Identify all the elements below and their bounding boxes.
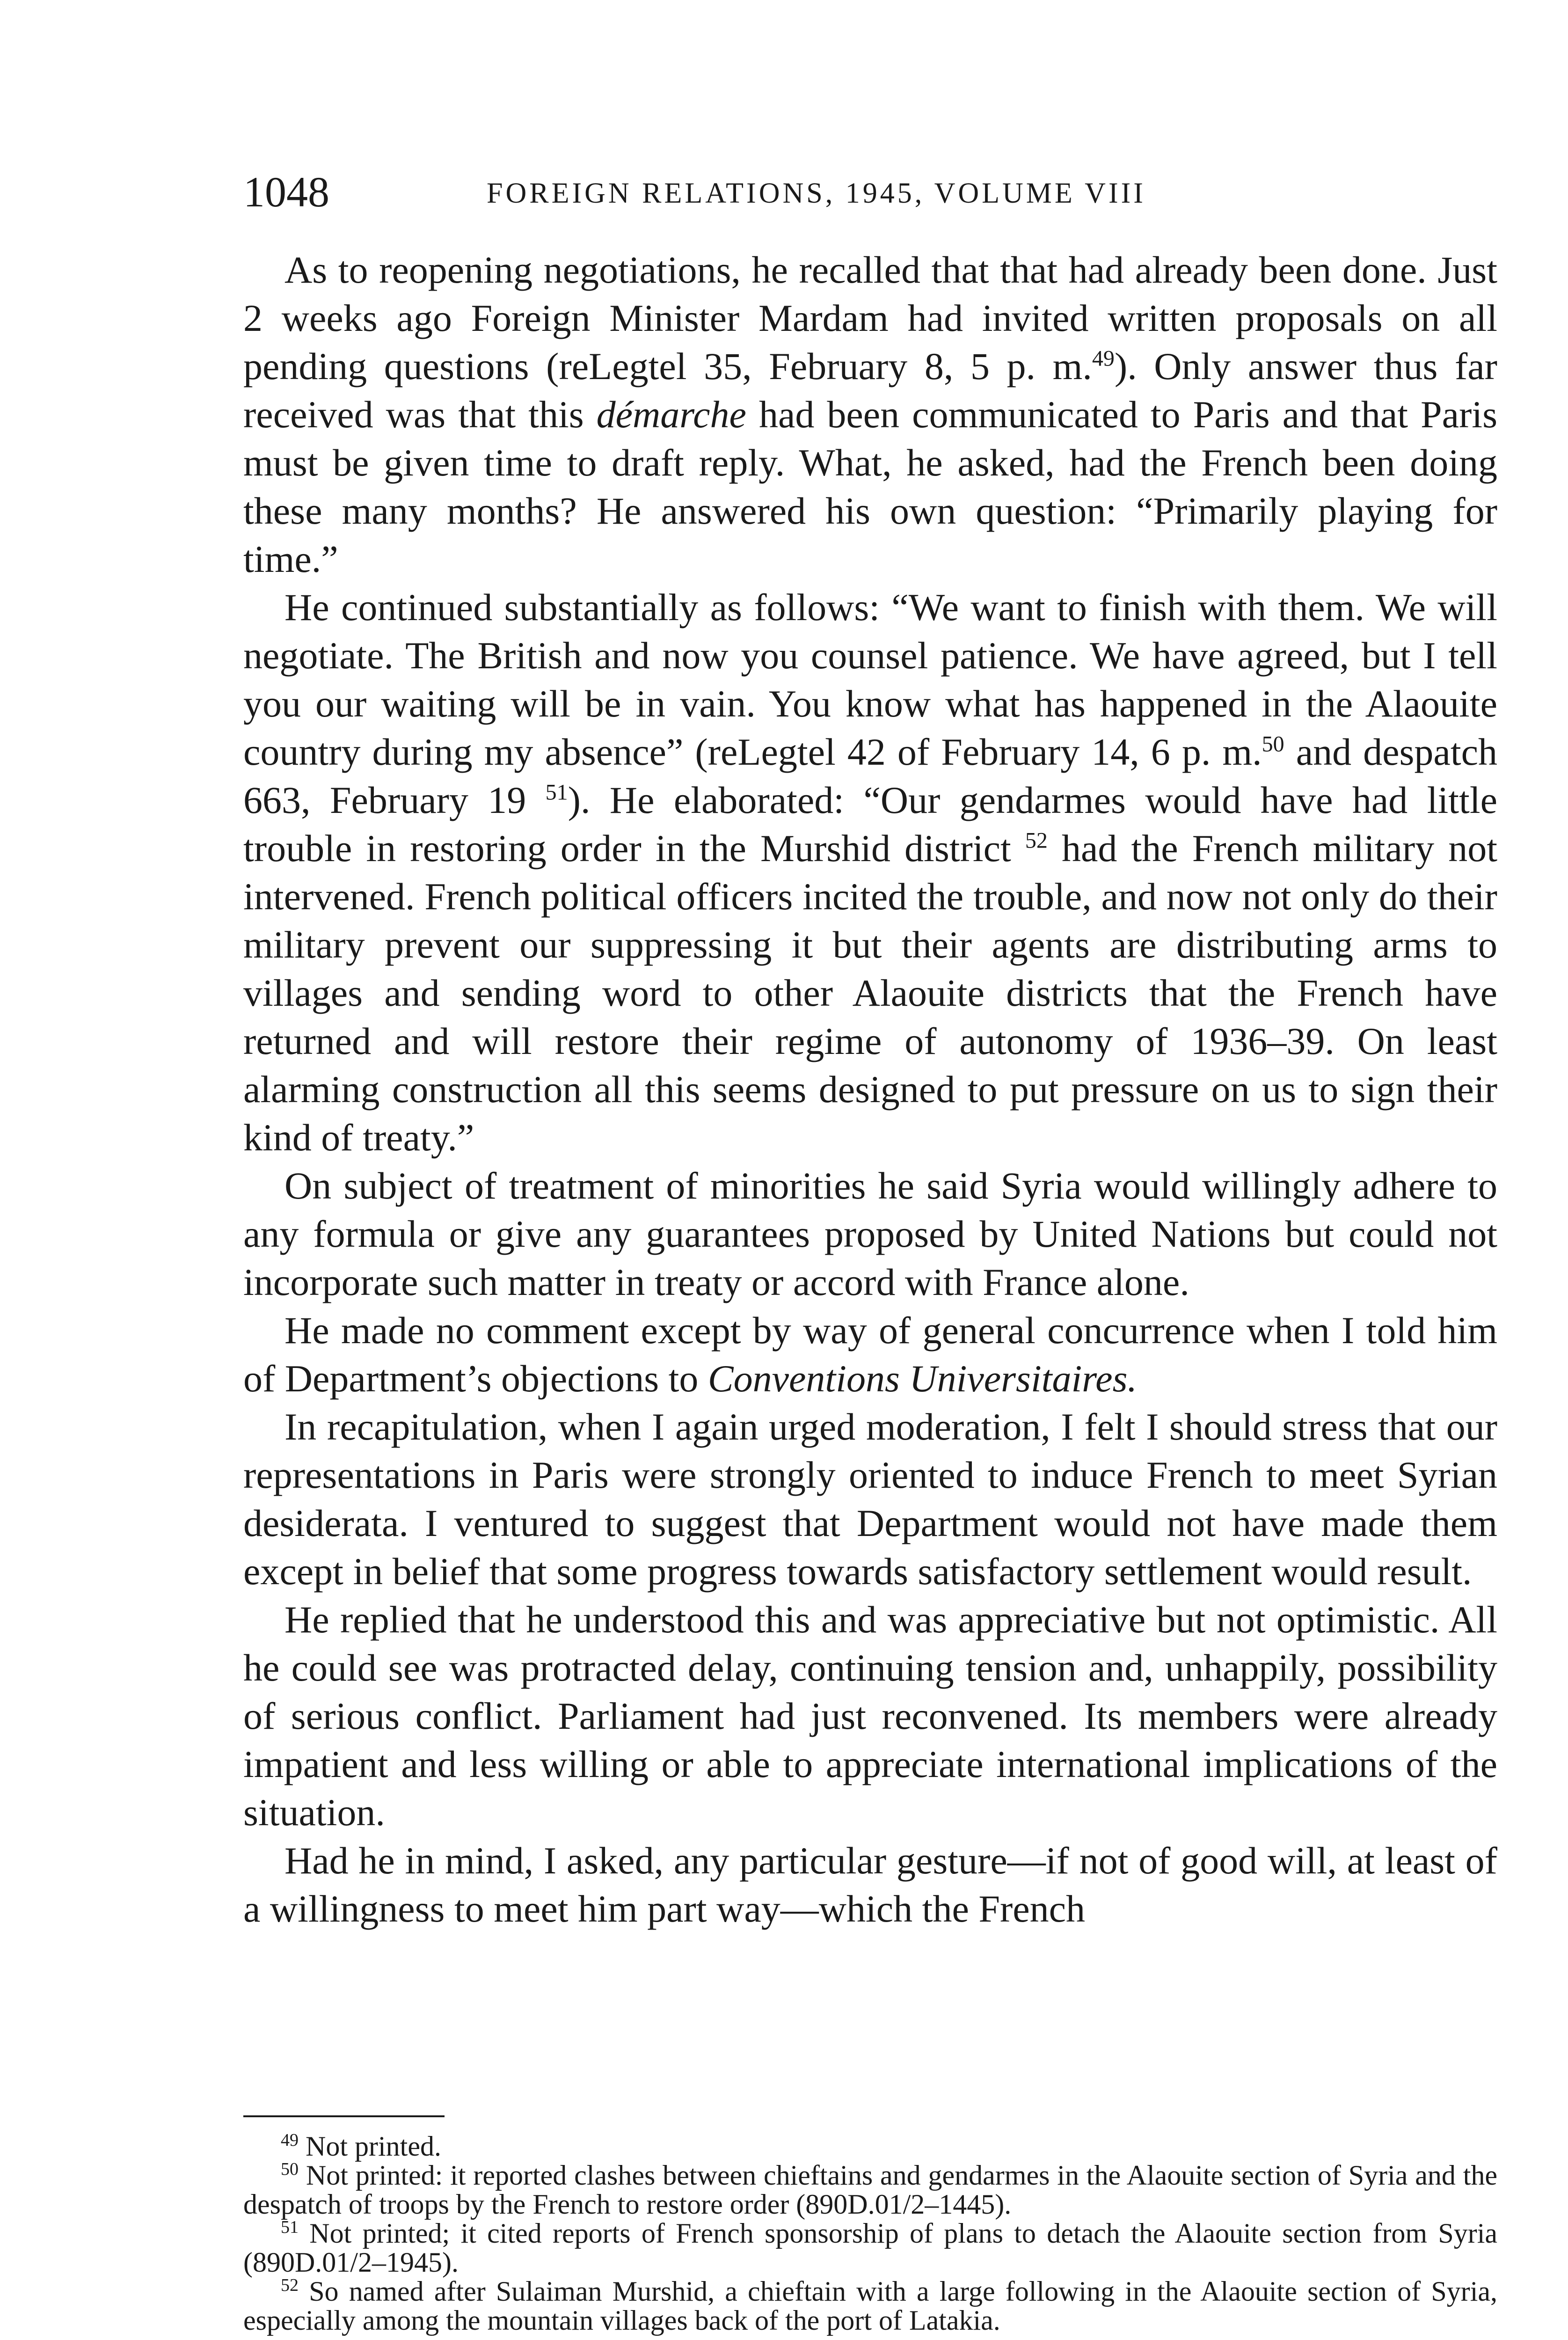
footnote-mark: 52 bbox=[281, 2275, 299, 2295]
page-number: 1048 bbox=[243, 168, 329, 216]
paragraph-2 bbox=[243, 583, 1497, 1162]
footnote-49 bbox=[243, 2132, 1497, 2161]
page-header bbox=[243, 164, 1507, 220]
paragraph-6: He replied that he understood this and was appreciative but not optimistic. All he could see was protracted delay, continuing tension and, unhappily, possibility of serious conflict. Parliament had just reconvened. Its members were already impatient and less willing or able to appreciate international implications of the situation. bbox=[243, 1598, 1497, 1834]
footnote-ref-50: 50 bbox=[1262, 731, 1284, 757]
italic-term: démarche bbox=[596, 393, 746, 436]
paragraph-text: As to reopening negotiations, he recalled that that had already been done. Just 2 weeks ago Foreign Minister Mardam had invited written proposals on all pending questions (reLegtel 35, February 8, 5 p. m. bbox=[243, 249, 1497, 388]
paragraph-text: had been communicated to Paris and that Paris must be given time to draft reply. What, he asked, had the French been doing these many months? He answered his own question: “Primarily playing for time.” bbox=[243, 393, 1497, 580]
footnote-50 bbox=[243, 2161, 1497, 2219]
paragraph-3: On subject of treatment of minorities he said Syria would willingly adhere to any formula or give any guarantees proposed by United Nations but could not incorporate such matter in treaty or accord with France alone. bbox=[243, 1164, 1497, 1303]
paragraph-text: He continued substantially as follows: “We want to finish with them. We will negotiate. The British and now you counsel patience. We have agreed, but I tell you our waiting will be in vain. You know what has happened in the Alaouite country during my absence” (reLegtel 42 of February 14, 6 p. m. bbox=[243, 586, 1497, 773]
footnote-text: Not printed; it cited reports of French sponsorship of plans to detach the Alaouite section from Syria (890D.01/2–1945). bbox=[243, 2218, 1498, 2278]
footnote-52 bbox=[243, 2277, 1497, 2335]
footnote-ref-49: 49 bbox=[1092, 346, 1115, 371]
footnote-51 bbox=[243, 2219, 1497, 2277]
paragraph-text: ). He elaborated: “Our gendarmes would have had little trouble in restoring order in the Murshid district bbox=[243, 779, 1497, 870]
italic-term: Conventions Universitaires. bbox=[707, 1357, 1137, 1400]
paragraph-text: and despatch 663, February 19 bbox=[243, 731, 1497, 821]
footnote-mark: 51 bbox=[281, 2217, 299, 2237]
paragraph-text: had the French military not intervened. French political officers incited the trouble, and now not only do their military prevent our suppressing it but their agents are distributing arms to villages and sending word to other Alaouite districts that the French have returned and will restore their regime of autonomy of 1936–39. On least alarming construction all this seems designed to put pressure on us to sign their kind of treaty.” bbox=[243, 827, 1498, 1159]
footnote-mark: 49 bbox=[281, 2130, 299, 2150]
footnote-text: So named after Sulaiman Murshid, a chieftain with a large following in the Alaouite section of Syria, especially among the mountain villages back of the port of Latakia. bbox=[243, 2276, 1498, 2336]
footnote-mark: 50 bbox=[281, 2159, 299, 2179]
footnote-text: Not printed. bbox=[306, 2131, 441, 2162]
paragraph-7: Had he in mind, I asked, any particular gesture—if not of good will, at least of a willingness to meet him part way—which the French bbox=[243, 1839, 1497, 1930]
paragraph-4 bbox=[243, 1306, 1497, 1403]
footnote-ref-51: 51 bbox=[545, 780, 568, 805]
footnote-ref-52: 52 bbox=[1025, 828, 1048, 853]
paragraph-5: In recapitulation, when I again urged moderation, I felt I should stress that our representations in Paris were strongly oriented to induce French to meet Syrian desiderata. I ventured to suggest that Department would not have made them except in belief that some progress towards satisfactory settlement would result. bbox=[243, 1405, 1497, 1593]
paragraph-text: ). Only answer thus far received was that this bbox=[243, 345, 1497, 436]
body-text bbox=[243, 246, 1497, 1933]
paragraph-text: He made no comment except by way of general concurrence when I told him of Department’s objections to bbox=[243, 1309, 1497, 1400]
paragraph-1 bbox=[243, 246, 1497, 583]
running-head: FOREIGN RELATIONS, 1945, VOLUME VIII bbox=[487, 177, 1146, 209]
footnotes bbox=[243, 2132, 1497, 2335]
footnote-text: Not printed: it reported clashes between chieftains and gendarmes in the Alaouite section of Syria and the despatch of troops by the French to restore order (890D.01/2–1445). bbox=[243, 2160, 1498, 2220]
footnote-divider bbox=[243, 2115, 445, 2117]
